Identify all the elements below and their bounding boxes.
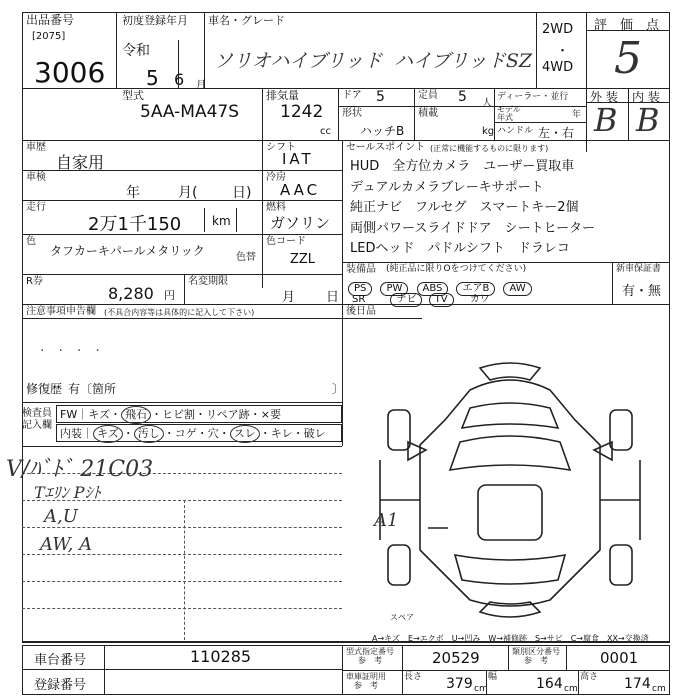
- width: 164: [536, 676, 563, 692]
- sales-line: 純正ナビ フルセグ スマートキー2個: [350, 200, 579, 215]
- cc-unit: cc: [320, 126, 331, 137]
- chassis: 110285: [190, 647, 252, 666]
- km-unit: km: [212, 214, 231, 228]
- length: 379: [446, 676, 473, 692]
- load-label: 積載: [418, 108, 438, 119]
- car-outline-icon: [360, 350, 660, 630]
- class-no-label: 類別区分番号 参 考: [512, 647, 560, 665]
- name-label: 車名・グレード: [208, 14, 285, 27]
- diagram-mark-a1: A1: [374, 510, 399, 531]
- capacity-label: 定員: [418, 90, 438, 101]
- int-hole: 穴: [207, 427, 219, 440]
- equip-pw: PW: [380, 282, 408, 296]
- int-tear: 破レ: [303, 427, 326, 440]
- name-change-day: 日: [326, 290, 340, 305]
- width-label: 幅: [488, 672, 498, 682]
- repair-close: 〕: [332, 382, 345, 396]
- equip-ps: PS: [348, 282, 372, 296]
- handwritten-line3: A,U: [44, 506, 78, 527]
- int-label: 内装: [60, 427, 82, 440]
- sales-line: デュアルカメラブレーキサポート: [350, 179, 544, 195]
- type-no: 20529: [432, 649, 480, 667]
- exterior-grade: B: [594, 101, 618, 139]
- doors-label: ドア: [342, 90, 362, 101]
- drive-4wd: 4WD: [542, 60, 574, 75]
- car-name: ソリオハイブリッド: [214, 50, 383, 72]
- fuel: ガソリン: [270, 214, 331, 232]
- inspection-label: 車検: [26, 172, 46, 183]
- int-scratch: キズ: [93, 425, 123, 443]
- repair-label: 修復歴: [26, 382, 63, 396]
- fw-row: FW｜キズ・ 飛石 ・ヒビ割・リペア跡・×要: [56, 405, 342, 423]
- class-no: 0001: [600, 649, 639, 667]
- int-burn: コゲ: [174, 427, 197, 440]
- equip-sr: SR: [352, 294, 366, 305]
- year-unit: 年: [572, 110, 582, 120]
- dealer-label: ディーラー・並行: [497, 92, 569, 102]
- car-damage-diagram: [360, 350, 660, 630]
- kg-unit: kg: [482, 126, 495, 137]
- fw-replace: ×要: [260, 408, 281, 421]
- sales-line: HUD 全方位カメラ ユーザー買取車: [350, 159, 575, 174]
- sales-points: [350, 157, 666, 260]
- mileage-label: 走行: [26, 202, 46, 213]
- lot-number-box: [22, 12, 116, 88]
- dots-mark: · · · ·: [40, 343, 100, 359]
- interior-row: 内装｜ キズ ・ 汚し ・コゲ・穴・ スレ ・キレ・破レ: [56, 424, 342, 442]
- handwritten-line4: AW, A: [40, 534, 93, 555]
- first-reg-label: 初度登録年月: [122, 14, 188, 27]
- repair-text: 有〔箇所: [68, 382, 117, 396]
- color: タフカーキパールメタリック: [50, 244, 205, 258]
- equip-aw: AW: [503, 282, 531, 296]
- shift: IAT: [282, 150, 314, 168]
- model-year-label: モデル 年式: [497, 105, 521, 122]
- fw-crack: ヒビ割: [162, 408, 195, 421]
- sales-title-sub: (正常に機能するものに限ります): [430, 144, 549, 153]
- era: 令和: [122, 43, 150, 59]
- color-change: 色替: [236, 252, 256, 263]
- sales-line: LEDヘッド パドルシフト ドラレコ: [350, 241, 570, 256]
- int-dirt: 汚し: [134, 425, 164, 443]
- equipment-sub: (純正品に限りOをつけてください): [386, 264, 527, 274]
- fuel-label: 燃料: [266, 202, 286, 213]
- type-no-label: 型式指定番号 参 考: [346, 647, 394, 665]
- lot-sub: [2075]: [32, 31, 66, 42]
- displacement: 1242: [280, 102, 324, 122]
- ac-label: 冷房: [266, 172, 286, 183]
- color-code: ZZL: [290, 252, 316, 267]
- month-unit: 月: [196, 80, 206, 91]
- fw-scratch: キズ: [88, 408, 110, 421]
- int-cut: キレ: [270, 427, 293, 440]
- score-label: 評 価 点: [594, 18, 660, 33]
- warranty-label: 新車保証書: [616, 264, 662, 274]
- int-rub: スレ: [230, 425, 260, 443]
- drive-2wd: 2WD: [542, 22, 574, 37]
- fw-repair: リペア跡: [206, 408, 250, 421]
- drive-dot: ・: [556, 44, 570, 59]
- warranty: 有・無: [622, 284, 662, 299]
- handle: 左・右: [538, 126, 575, 140]
- lot-label: 出品番号: [26, 13, 75, 27]
- shape: ハッチB: [360, 124, 405, 138]
- sales-title: セールスポイント: [346, 142, 426, 153]
- capacity: 5: [458, 89, 467, 105]
- damage-legend: A→キズ E→エクボ U→凹み W→補修跡 S→サビ C→腐食 XX→交換済: [372, 634, 649, 643]
- doors: 5: [376, 89, 385, 105]
- shape-label: 形状: [342, 108, 362, 119]
- chassis-label: 車台番号: [34, 653, 87, 668]
- after-label: 後日品: [346, 306, 376, 317]
- notes-sub: (不具合内容等は具体的に記入して下さい): [104, 308, 255, 317]
- equipment-label: 装備品: [346, 264, 376, 275]
- fw-chip: 飛石: [121, 406, 151, 424]
- inspection-year: 年: [126, 185, 140, 201]
- color-code-label: 色コード: [266, 236, 306, 247]
- car-name-box: [204, 12, 536, 88]
- sales-line: 両側パワースライドドア シートヒーター: [350, 220, 596, 236]
- lot-number: 3006: [34, 56, 106, 89]
- ac: AAC: [280, 181, 321, 199]
- cert-label: 車庫証明用 参 考: [346, 672, 386, 690]
- history-label: 車歴: [26, 142, 46, 153]
- notes-label: 注意事項申告欄: [26, 306, 96, 317]
- history: 自家用: [56, 153, 105, 172]
- handwritten-line2: Tｴﾘﾝ Pｼﾄ: [34, 483, 101, 502]
- drive-type: [536, 12, 586, 88]
- length-label: 長さ: [404, 672, 423, 682]
- height-unit: cm: [652, 684, 666, 694]
- recycle-label: R券: [26, 276, 43, 287]
- inspection-month: 月(: [178, 185, 198, 201]
- equip-navi: ナビ: [390, 293, 422, 307]
- name-change-label: 名変期限: [188, 276, 228, 287]
- mileage: 2万1千150: [88, 214, 182, 235]
- width-unit: cm: [564, 684, 578, 694]
- equip-tv: TV: [429, 293, 454, 307]
- model: 5AA-MA47S: [140, 102, 240, 122]
- shift-label: シフト: [266, 142, 296, 153]
- yen-unit: 円: [164, 289, 175, 302]
- reg-year: 5: [146, 66, 159, 90]
- name-change-month: 月: [282, 290, 296, 305]
- recycle-value: 8,280: [108, 284, 154, 303]
- grade: ハイブリッドSZ: [394, 50, 533, 72]
- spare-label: スペア: [390, 613, 414, 622]
- color-label: 色: [26, 236, 36, 247]
- reg-no-label: 登録番号: [34, 678, 87, 693]
- displacement-label: 排気量: [266, 89, 299, 102]
- length-unit: cm: [474, 684, 488, 694]
- inspector-label: 検査員 記入欄: [22, 408, 52, 431]
- interior-grade: B: [636, 101, 660, 139]
- equip-abs: ABS: [417, 282, 449, 296]
- first-registration: [116, 12, 206, 91]
- person-unit: 人: [482, 98, 492, 109]
- fw-label: FW: [60, 408, 78, 421]
- model-label: 型式: [122, 89, 144, 102]
- score-box: [586, 12, 670, 88]
- score: 5: [614, 33, 642, 84]
- exterior-label: 外 装: [590, 90, 618, 104]
- handwritten-line1: V/ﾊﾞﾄﾞ 21C03: [6, 457, 154, 482]
- handle-label: ハンドル: [497, 126, 534, 136]
- equip-leather: カワ: [469, 294, 490, 305]
- height-label: 高さ: [580, 672, 599, 682]
- height: 174: [624, 676, 651, 692]
- reg-month: 6: [174, 70, 185, 89]
- interior-label: 内 装: [632, 90, 660, 104]
- inspection-day: 日): [232, 185, 252, 201]
- equip-airbag: エアB: [456, 282, 495, 296]
